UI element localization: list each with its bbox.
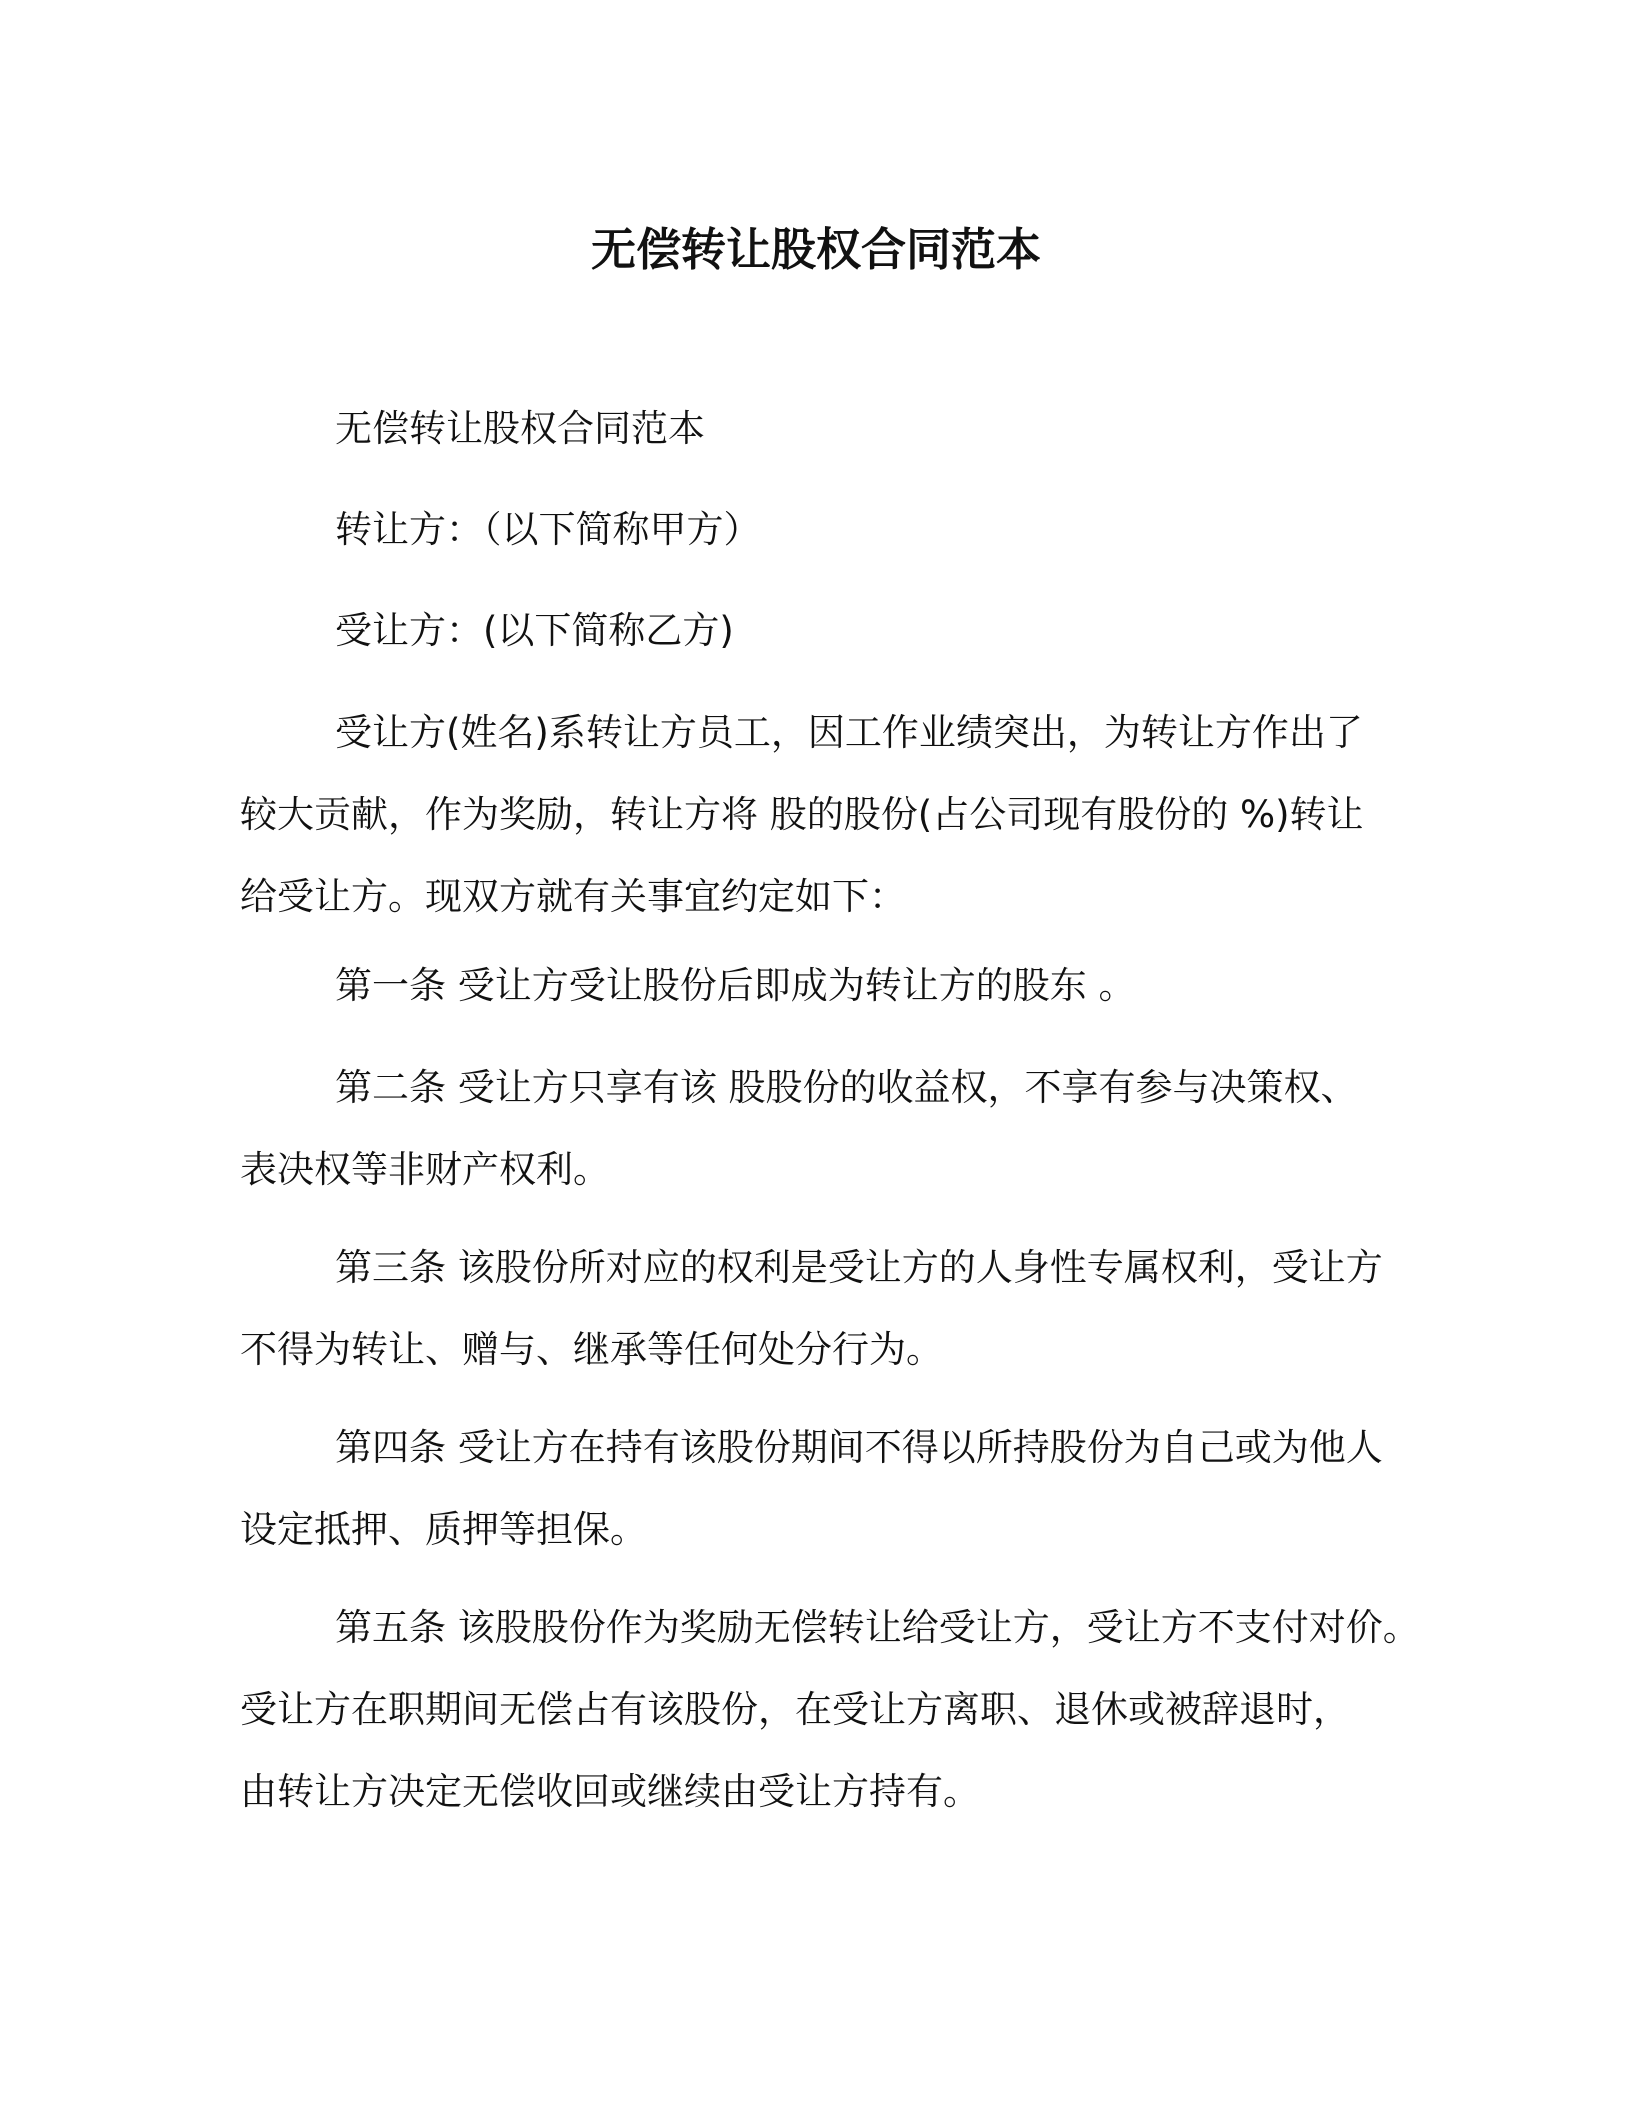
paragraph-line: 第一条 受让方受让股份后即成为转让方的股东 。: [335, 964, 1136, 1007]
paragraph-line: 受让方：(以下简称乙方): [335, 609, 734, 652]
paragraph-line: 第二条 受让方只享有该 股股份的收益权，不享有参与决策权、: [335, 1066, 1358, 1109]
paragraph-line: 设定抵押、质押等担保。: [240, 1508, 647, 1551]
article-5: [240, 1587, 1460, 1833]
paragraph-line: 第三条 该股份所对应的权利是受让方的人身性专属权利，受让方: [335, 1246, 1383, 1289]
article-3: [240, 1227, 1460, 1391]
paragraph-line: 第四条 受让方在持有该股份期间不得以所持股份为自己或为他人: [335, 1426, 1383, 1469]
paragraph-line: 不得为转让、赠与、继承等任何处分行为。: [240, 1328, 943, 1371]
paragraph-line: 第五条 该股股份作为奖励无偿转让给受让方，受让方不支付对价。: [335, 1606, 1420, 1649]
paragraph-line: 表决权等非财产权利。: [240, 1148, 610, 1191]
article-2: [240, 1047, 1460, 1211]
paragraph-line: 较大贡献，作为奖励，转让方将 股的股份(占公司现有股份的 %)转让: [240, 793, 1364, 836]
paragraph-line: 转让方：（以下简称甲方）: [335, 508, 761, 551]
paragraph-line: 受让方(姓名)系转让方员工，因工作业绩突出，为转让方作出了: [335, 711, 1363, 754]
article-4: [240, 1407, 1460, 1571]
paragraph-line: 由转让方决定无偿收回或继续由受让方持有。: [240, 1770, 980, 1813]
paragraph-heading: [240, 388, 1460, 470]
paragraph-transferor: [240, 489, 1460, 571]
paragraph-preamble: [240, 692, 1460, 938]
article-1: [240, 945, 1460, 1027]
paragraph-line: 无偿转让股权合同范本: [335, 407, 705, 450]
paragraph-line: 给受让方。现双方就有关事宜约定如下：: [240, 875, 906, 918]
paragraph-transferee: [240, 590, 1460, 672]
document-title: 无偿转让股权合同范本: [590, 223, 1041, 276]
paragraph-line: 受让方在职期间无偿占有该股份，在受让方离职、退休或被辞退时，: [240, 1688, 1350, 1731]
